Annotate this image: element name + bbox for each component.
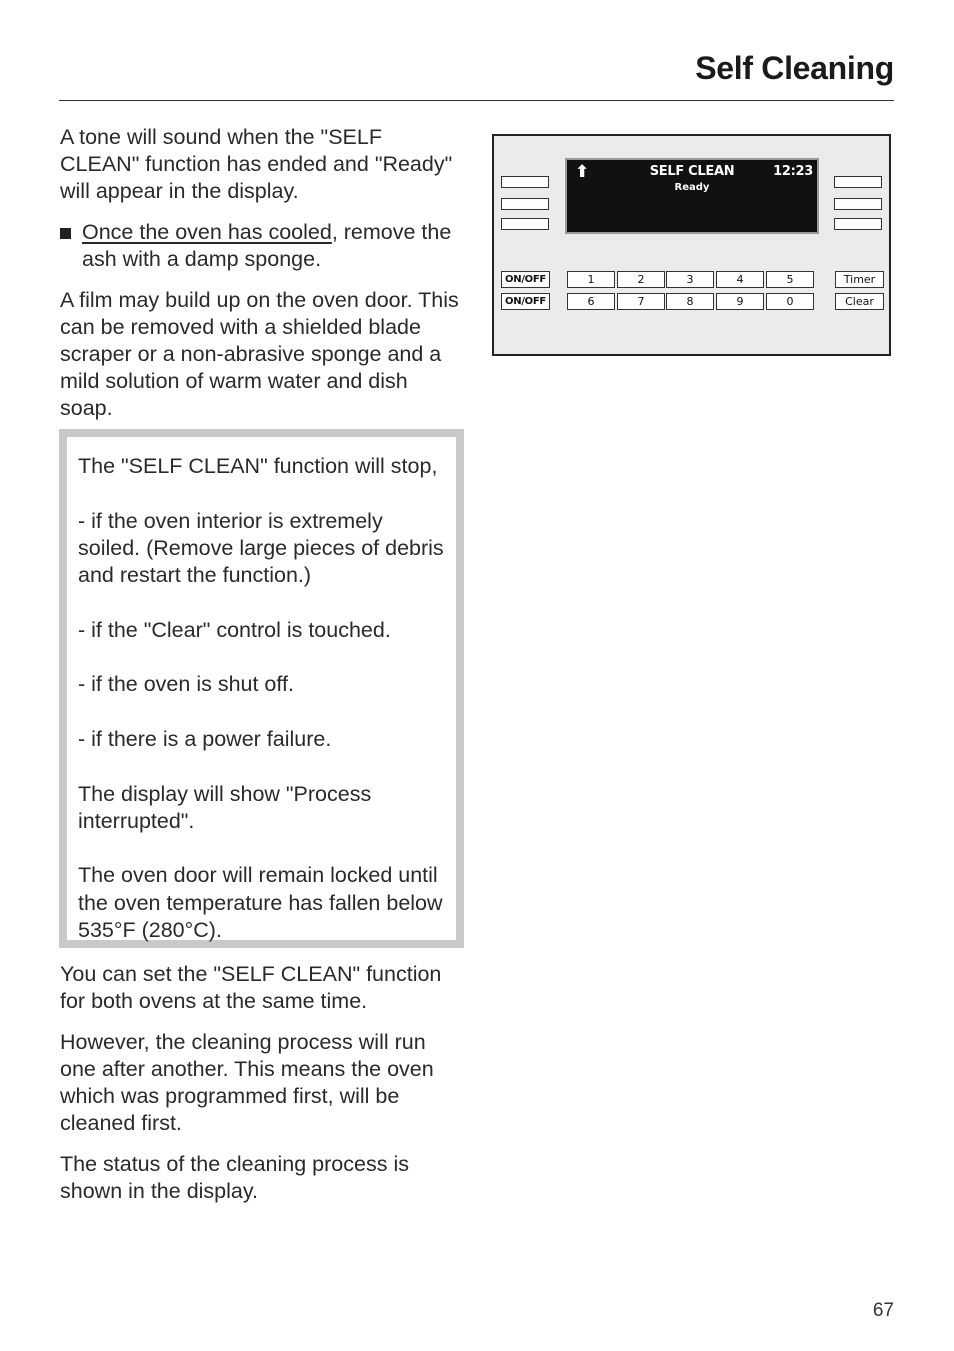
- intro-section: [60, 124, 460, 436]
- warning-item: - if the oven is shut off.: [78, 672, 294, 697]
- warning-door-message: The oven door will remain locked until the oven temperature has fallen below 535°F (280°C).: [78, 863, 443, 943]
- left-sensor-key: [501, 198, 549, 210]
- display-program: SELF CLEAN: [649, 164, 735, 179]
- display-time: 12:23: [773, 164, 813, 179]
- outro-paragraph: You can set the "SELF CLEAN" function for both ovens at the same time.: [60, 962, 442, 1013]
- warning-item: - if the oven interior is extremely soiled. (Remove large pieces of debris and restart the function.): [78, 508, 444, 588]
- up-arrow-icon: ⬆: [575, 162, 590, 182]
- digit-key: 3: [666, 271, 714, 288]
- warning-box-content: [67, 437, 456, 943]
- digit-key: 8: [666, 293, 714, 310]
- right-sensor-key: [834, 198, 882, 210]
- control-panel-illustration: [492, 134, 891, 356]
- clear-key: Clear: [835, 293, 884, 310]
- digit-key: 7: [617, 293, 665, 310]
- intro-paragraph: A tone will sound when the "SELF CLEAN" function has ended and "Ready" will appear in the display.: [60, 125, 453, 203]
- digit-key: 1: [567, 271, 615, 288]
- left-sensor-key: [501, 218, 549, 230]
- door-film-paragraph: A film may build up on the oven door. This can be removed with a shielded blade scraper or a non-abrasive sponge and a mild solution of warm water and dish soap.: [60, 288, 459, 420]
- bullet-square-icon: [60, 228, 71, 239]
- right-sensor-key: [834, 218, 882, 230]
- digit-key: 0: [766, 293, 814, 310]
- bullet-item: [60, 219, 460, 273]
- warning-intro: The "SELF CLEAN" function will stop,: [78, 454, 438, 478]
- left-sensor-key: [501, 176, 549, 188]
- digit-key: 5: [766, 271, 814, 288]
- warning-display-message: The display will show "Process interrupted".: [78, 781, 372, 833]
- outro-section: [60, 961, 460, 1219]
- outro-paragraph: The status of the cleaning process is shown in the display.: [60, 1152, 409, 1203]
- warning-item: - if there is a power failure.: [78, 726, 332, 751]
- digit-key: 9: [716, 293, 764, 310]
- page-number: 67: [872, 1300, 894, 1321]
- timer-key: Timer: [835, 271, 884, 288]
- display-status: Ready: [674, 182, 710, 193]
- digit-key: 6: [567, 293, 615, 310]
- title-divider: [59, 100, 894, 101]
- outro-paragraph: However, the cleaning process will run one after another. This means the oven which was programmed first, will be cleaned first.: [60, 1030, 434, 1135]
- digit-key: 2: [617, 271, 665, 288]
- oven-display: [565, 158, 819, 234]
- onoff-key-bottom: ON/OFF: [501, 293, 550, 310]
- bullet-underlined-text: Once the oven has cooled: [82, 220, 332, 244]
- warning-box: [59, 429, 464, 948]
- page-title: Self Cleaning: [695, 50, 894, 86]
- onoff-key-top: ON/OFF: [501, 271, 550, 288]
- right-sensor-key: [834, 176, 882, 188]
- digit-key: 4: [716, 271, 764, 288]
- warning-item: - if the "Clear" control is touched.: [78, 617, 391, 642]
- bullet-text: , remove the ash with a damp sponge.: [82, 220, 452, 271]
